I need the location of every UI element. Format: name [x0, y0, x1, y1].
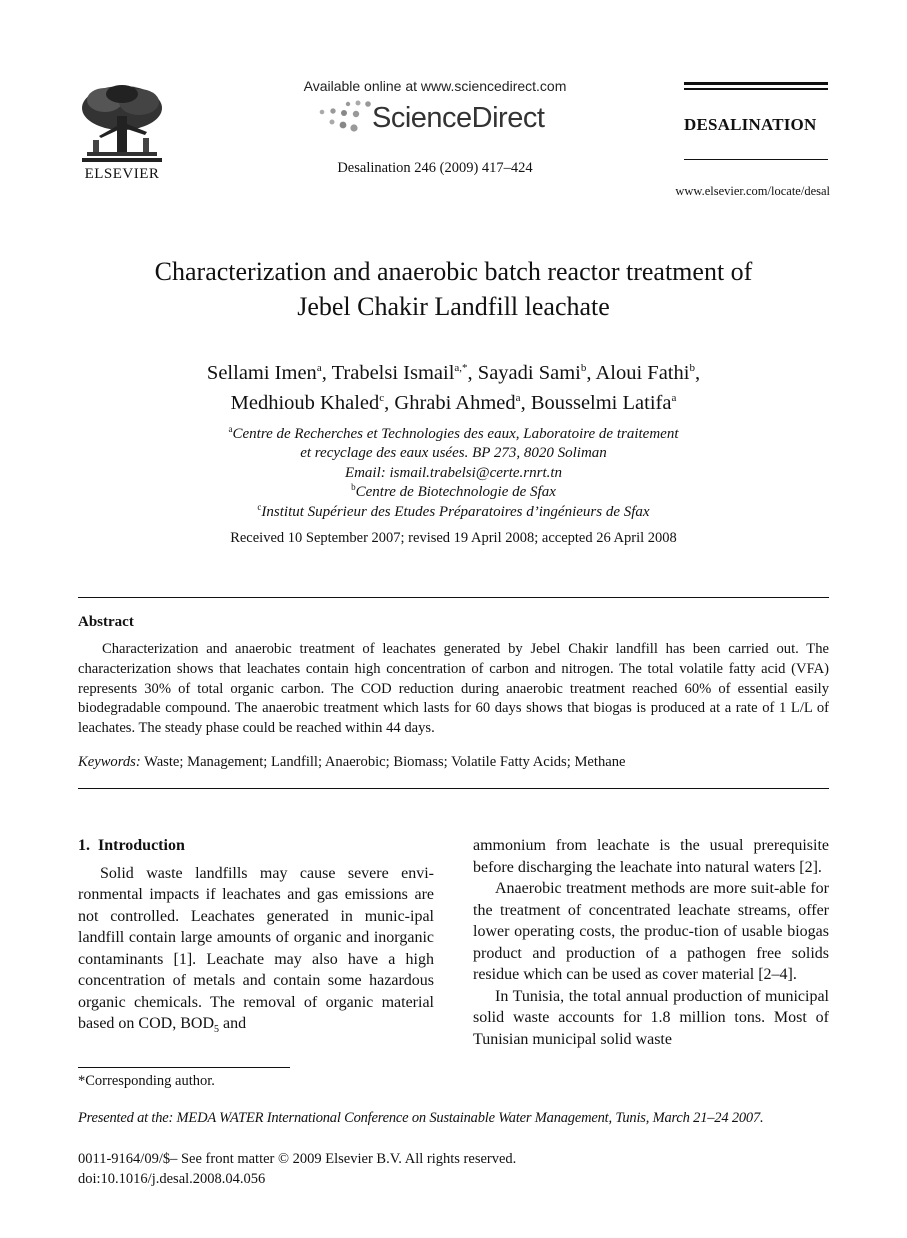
- section-heading: 1. Introduction: [78, 837, 185, 854]
- masthead-rule: [684, 82, 828, 85]
- affiliation-text: Centre de Recherches et Technologies des eaux, Laboratoire de traitement: [232, 426, 679, 442]
- corresponding-author-note: *Corresponding author.: [78, 1073, 215, 1089]
- affiliation-text: Institut Supérieur des Etudes Préparatoires d’ingénieurs de Sfax: [261, 503, 650, 520]
- copyright-block: [78, 1150, 516, 1189]
- keywords-list: Waste; Management; Landfill; Anaerobic; Biomass; Volatile Fatty Acids; Methane: [144, 754, 626, 770]
- sciencedirect-brand: [280, 98, 590, 138]
- masthead-rule: [684, 88, 828, 90]
- abstract-top-rule: [78, 597, 829, 598]
- author-affil-mark: a: [316, 362, 322, 375]
- author-name: Bousselmi Latifa: [530, 392, 672, 414]
- affiliation-c: [60, 503, 847, 522]
- paragraph: In Tunisia, the total annual production of municipal solid waste accounts for 1.8 million tons. Most of Tunisian municipal solid waste: [473, 987, 829, 1048]
- author-list: [60, 358, 847, 418]
- affiliations: [60, 425, 847, 522]
- keywords-line: [78, 754, 829, 771]
- article-title: [60, 254, 847, 324]
- author-affil-mark: a: [671, 392, 677, 405]
- author-name: Aloui Fathi: [595, 362, 690, 384]
- title-line: Jebel Chakir Landfill leachate: [297, 292, 610, 321]
- sciencedirect-dots-icon: [318, 100, 376, 136]
- body-column-right: [473, 835, 829, 1050]
- affiliation-b: [60, 483, 847, 502]
- abstract-heading: Abstract: [78, 614, 134, 630]
- abstract-bottom-rule: [78, 788, 829, 789]
- journal-masthead: [684, 82, 828, 163]
- author-name: Sellami Imen: [206, 362, 317, 384]
- journal-citation: Desalination 246 (2009) 417–424: [337, 160, 533, 176]
- author-line: Medhioub Khaled$^c$, Ghrabi Ahmed$^a$, Bousselmi Latifa$^a$: [230, 392, 677, 414]
- paragraph-text: Solid waste landfills may cause severe envi-ronmental impacts if leachates and gas emissions are not controlled. Leachates generated in munic-ipal landfill contain large amounts of organic and inorganic contaminants [1]. Leachate may also have a high concentration of metals and contain some hazardous organic chemicals. The removal of organic material based on COD, BOD: [78, 864, 434, 1032]
- paragraph: ammonium from leachate is the usual prerequisite before discharging the leachate into natural waters [2].: [473, 837, 829, 876]
- affil-mark: a: [228, 424, 233, 434]
- author-name: Medhioub Khaled: [230, 392, 380, 414]
- elsevier-tree-icon: [77, 82, 167, 164]
- author-affil-mark: b: [580, 362, 587, 375]
- author-name: Sayadi Sami: [477, 362, 581, 384]
- author-name: Trabelsi Ismail: [331, 362, 455, 384]
- author-affil-mark: c: [379, 392, 385, 405]
- affiliation-text: Centre de Biotechnologie de Sfax: [355, 484, 556, 501]
- footnote-rule: [78, 1067, 290, 1068]
- available-online-link[interactable]: Available online at www.sciencedirect.com: [303, 78, 567, 94]
- author-affil-mark: a,*: [454, 362, 468, 375]
- corresponding-email[interactable]: Email: ismail.trabelsi@certe.rnrt.tn: [344, 464, 563, 481]
- paragraph: [78, 863, 434, 1035]
- affil-mark: b: [351, 482, 356, 493]
- sciencedirect-wordmark: ScienceDirect: [372, 102, 545, 134]
- sciencedirect-block: [280, 78, 590, 177]
- paragraph-text: and: [219, 1015, 247, 1032]
- author-line: Sellami Imen$^a$, Trabelsi Ismail$^{a,*}$, Sayadi Sami$^b$, Aloui Fathi$^b$,: [206, 362, 701, 384]
- keywords-label: Keywords:: [78, 754, 141, 770]
- affiliation-a-cont: et recyclage des eaux usées. BP 273, 8020 Soliman: [300, 445, 607, 462]
- publisher-name: ELSEVIER: [84, 166, 160, 182]
- author-affil-mark: a: [515, 392, 521, 405]
- subscript: 5: [214, 1024, 219, 1036]
- masthead-rule: [684, 159, 828, 161]
- journal-name: DESALINATION: [684, 114, 817, 134]
- affiliation-a: [60, 425, 847, 444]
- journal-url-link[interactable]: www.elsevier.com/locate/desal: [675, 184, 830, 198]
- elsevier-logo: [76, 82, 168, 183]
- author-name: Ghrabi Ahmed: [394, 392, 516, 414]
- issn-line: 0011-9164/09/$– See front matter © 2009 Elsevier B.V. All rights reserved.: [78, 1151, 517, 1167]
- conference-note: Presented at the: MEDA WATER International Conference on Sustainable Water Management, Tunis, March 21–24 2007.: [78, 1110, 764, 1126]
- body-column-left: [78, 835, 434, 1035]
- abstract-body: Characterization and anaerobic treatment of leachates generated by Jebel Chakir landfill has been carried out. The characterization shows that leachates contain high concentration of carbon and nitrogen. The total volatile fatty acid (VFA) represents 30% of total organic carbon. The COD reduction during anaerobic treatment reached 60% of essential easily biodegradable compound. The anaerobic treatment which lasts for 60 days shows that biogas is produced at a rate of 1 L/L of leachates. The steady phase could be reached within 44 days.: [78, 641, 829, 737]
- doi-link[interactable]: doi:10.1016/j.desal.2008.04.056: [78, 1170, 266, 1187]
- title-line: Characterization and anaerobic batch reactor treatment of: [154, 257, 753, 286]
- received-dates: Received 10 September 2007; revised 19 April 2008; accepted 26 April 2008: [230, 530, 677, 546]
- author-affil-mark: b: [689, 362, 695, 375]
- paragraph: Anaerobic treatment methods are more suit-able for the treatment of concentrated leachate streams, offer lower operating costs, the produc-tion of usable biogas product and production of a pathogen free solids residue which can be used as cover material [2–4].: [473, 880, 829, 983]
- affil-mark: c: [257, 501, 262, 512]
